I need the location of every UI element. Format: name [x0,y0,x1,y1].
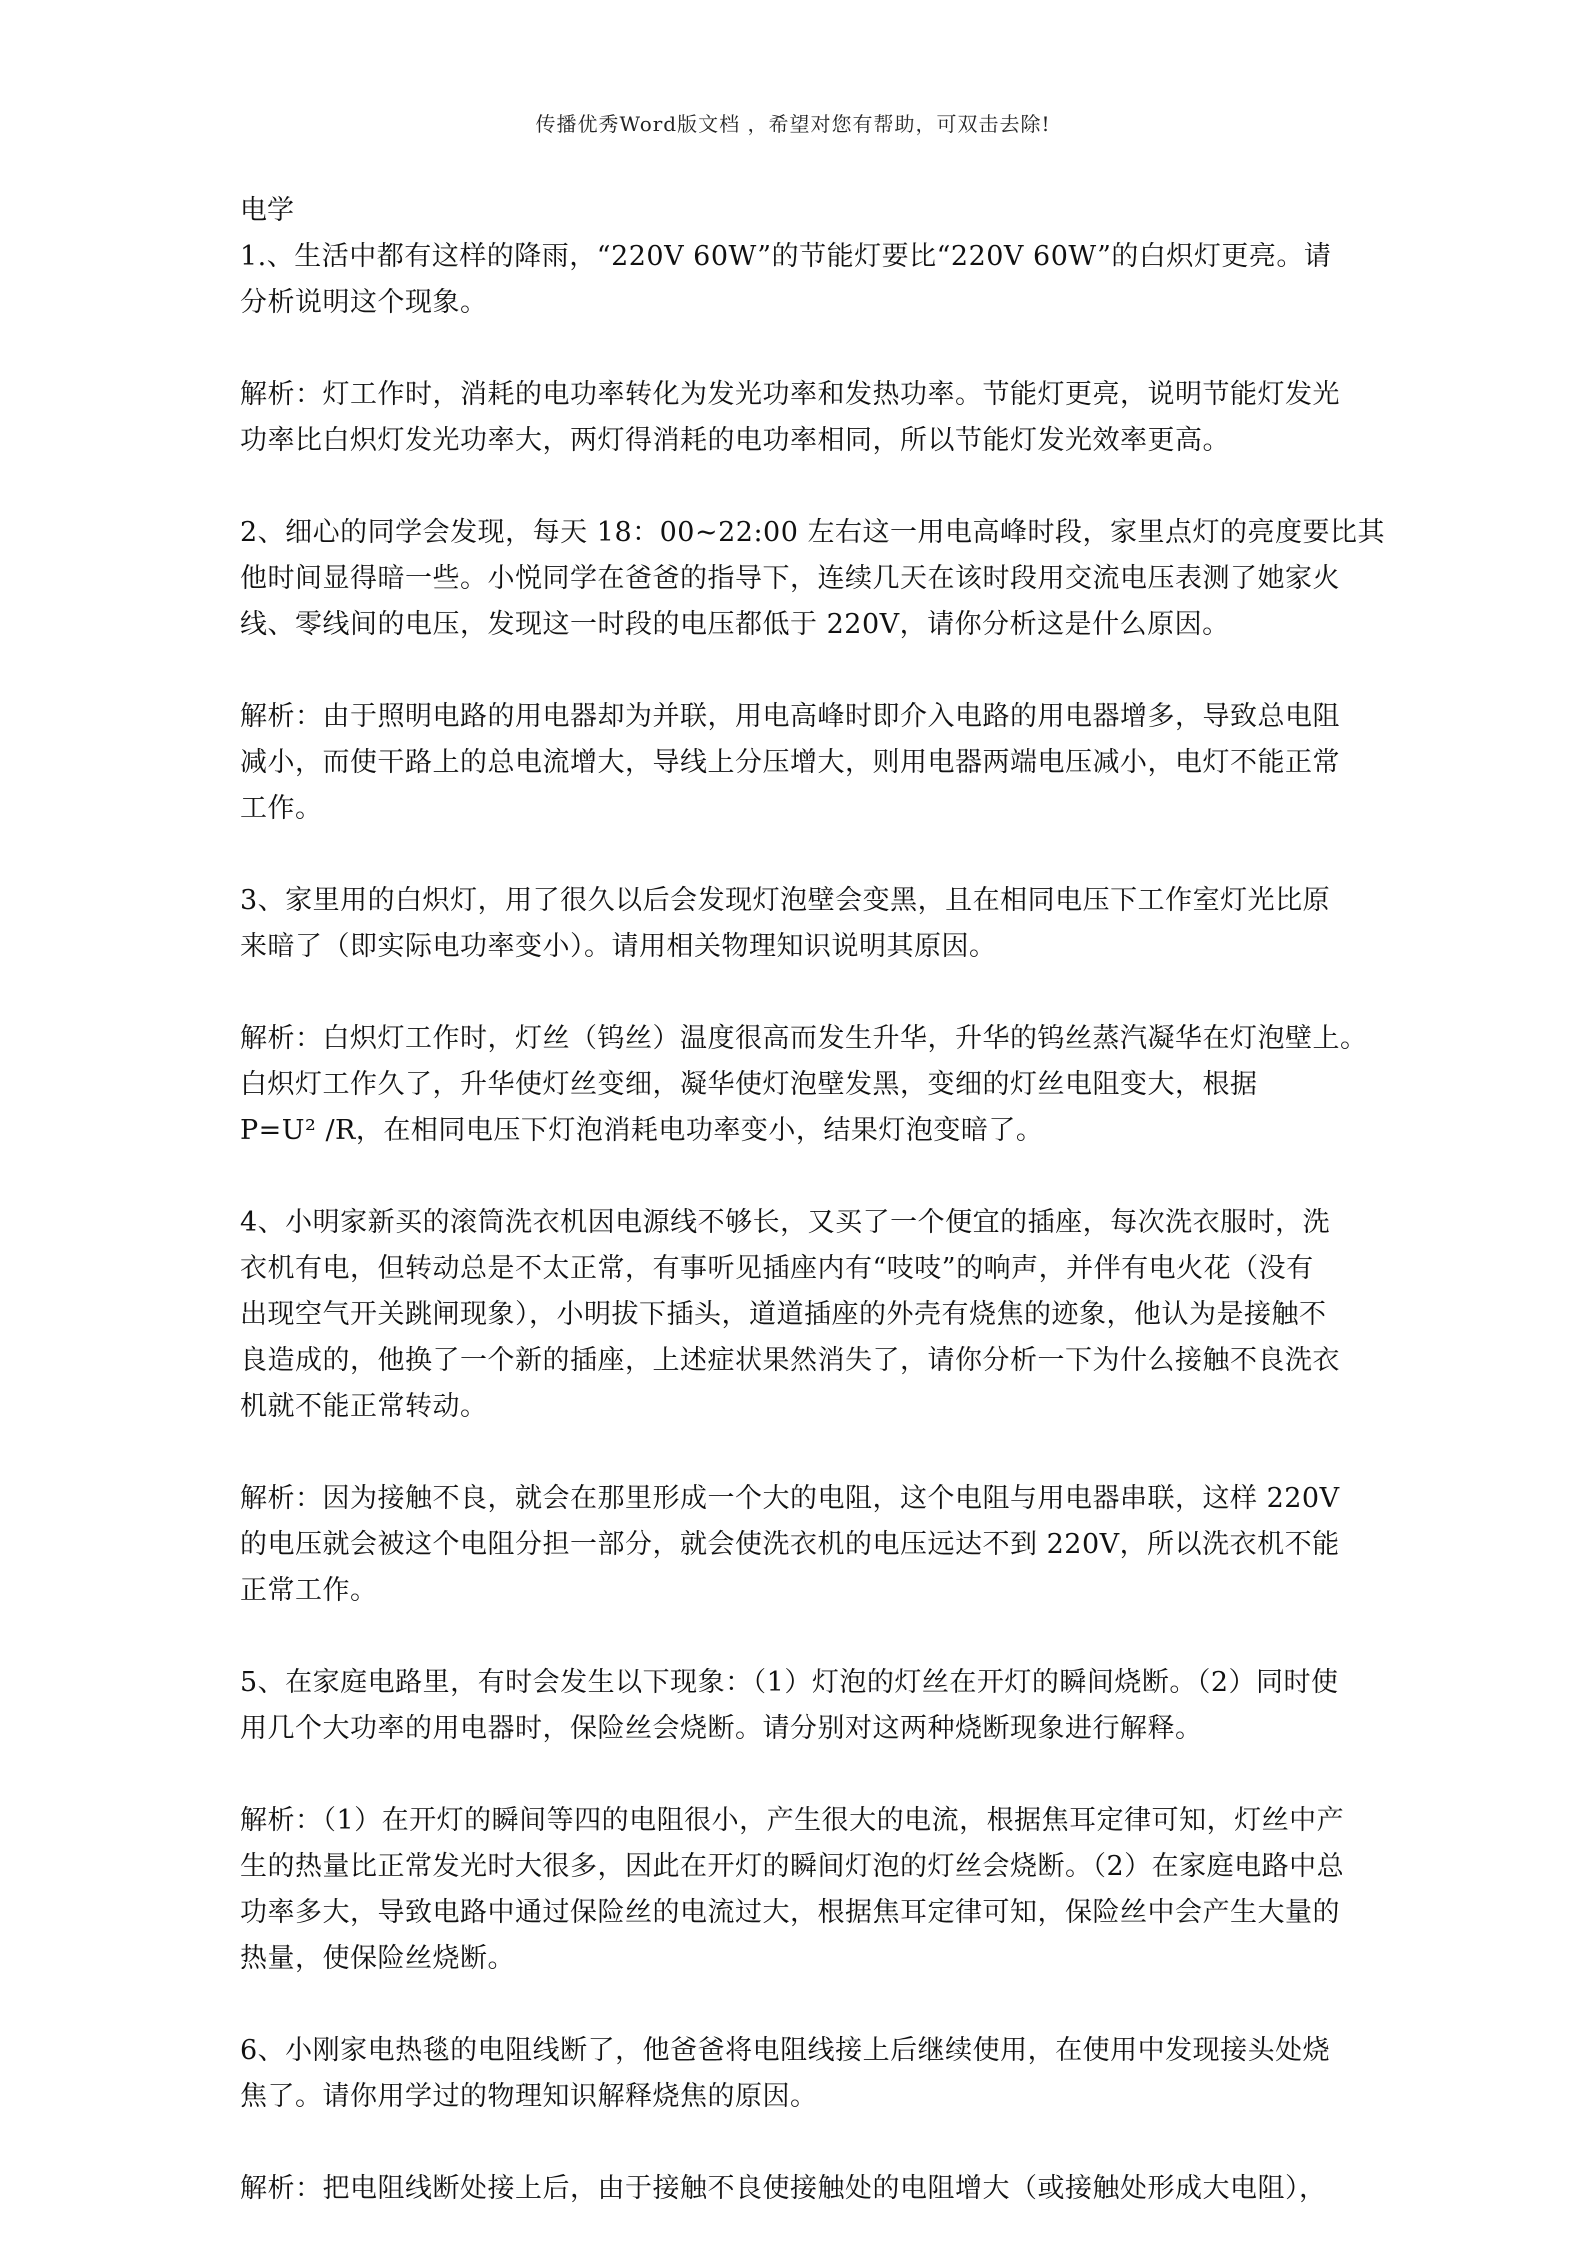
text-line: 用几个大功率的用电器时，保险丝会烧断。请分别对这两种烧断现象进行解释。 [240,1713,1203,1744]
answer-paragraph [240,372,1360,464]
text-line: 2、细心的同学会发现，每天 18：00~22:00 左右这一用电高峰时段，家里点灯的亮度要比其 [240,517,1385,548]
question-paragraph [240,234,1360,326]
text-line: 1.、生活中都有这样的降雨，“220V 60W”的节能灯要比“220V 60W”的白炽灯更亮。请 [240,241,1332,272]
answer-paragraph [240,694,1360,832]
section-title: 电学 [240,195,294,226]
text-line: 他时间显得暗一些。小悦同学在爸爸的指导下，连续几天在该时段用交流电压表测了她家火 [240,563,1340,594]
text-line: 良造成的，他换了一个新的插座，上述症状果然消失了，请你分析一下为什么接触不良洗衣 [240,1345,1340,1376]
text-line: 6、小刚家电热毯的电阻线断了，他爸爸将电阻线接上后继续使用，在使用中发现接头处烧 [240,2035,1331,2066]
text-line: 解析：白炽灯工作时，灯丝（钨丝）温度很高而发生升华，升华的钨丝蒸汽凝华在灯泡壁上。 [240,1023,1368,1054]
text-line: 焦了。请你用学过的物理知识解释烧焦的原因。 [240,2081,818,2112]
text-line: 功率比白炽灯发光功率大，两灯得消耗的电功率相同，所以节能灯发光效率更高。 [240,425,1230,456]
text-line: 的电压就会被这个电阻分担一部分，就会使洗衣机的电压远达不到 220V，所以洗衣机不能 [240,1529,1340,1560]
answer-paragraph [240,1476,1360,1614]
text-line: 线、零线间的电压，发现这一时段的电压都低于 220V，请你分析这是什么原因。 [240,609,1230,640]
text-line: 解析：灯工作时，消耗的电功率转化为发光功率和发热功率。节能灯更亮，说明节能灯发光 [240,379,1340,410]
answer-paragraph [240,2166,1360,2212]
text-line: P=U² /R，在相同电压下灯泡消耗电功率变小，结果灯泡变暗了。 [240,1115,1044,1146]
text-line: 衣机有电，但转动总是不太正常，有事听见插座内有“吱吱”的响声，并伴有电火花（没有 [240,1253,1314,1284]
text-line: 生的热量比正常发光时大很多，因此在开灯的瞬间灯泡的灯丝会烧断。（2）在家庭电路中总 [240,1851,1345,1882]
text-line: 机就不能正常转动。 [240,1391,488,1422]
text-line: 工作。 [240,793,323,824]
text-line: 减小，而使干路上的总电流增大，导线上分压增大，则用电器两端电压减小，电灯不能正常 [240,747,1340,778]
paragraph-list [240,234,1385,2212]
document-body [240,188,1385,2258]
answer-paragraph [240,1016,1368,1154]
text-line: 正常工作。 [240,1575,378,1606]
text-line: 5、在家庭电路里，有时会发生以下现象：（1）灯泡的灯丝在开灯的瞬间烧断。（2）同时使 [240,1667,1339,1698]
text-line: 来暗了（即实际电功率变小）。请用相关物理知识说明其原因。 [240,931,997,962]
text-line: 出现空气开关跳闸现象），小明拔下插头，道道插座的外壳有烧焦的迹象，他认为是接触不 [240,1299,1327,1330]
text-line: 分析说明这个现象。 [240,287,488,318]
question-paragraph [240,1660,1360,1752]
question-paragraph [240,510,1385,648]
page-header: 传播优秀Word版文档 ，希望对您有帮助，可双击去除! [535,112,1051,136]
answer-paragraph [240,1798,1360,1982]
text-line: 3、家里用的白炽灯，用了很久以后会发现灯泡壁会变黑，且在相同电压下工作室灯光比原 [240,885,1331,916]
text-line: 功率多大，导致电路中通过保险丝的电流过大，根据焦耳定律可知，保险丝中会产生大量的 [240,1897,1340,1928]
text-line: 4、小明家新买的滚筒洗衣机因电源线不够长，又买了一个便宜的插座，每次洗衣服时，洗 [240,1207,1331,1238]
text-line: 解析：（1）在开灯的瞬间等四的电阻很小，产生很大的电流，根据焦耳定律可知，灯丝中产 [240,1805,1345,1836]
text-line: 解析：因为接触不良，就会在那里形成一个大的电阻，这个电阻与用电器串联，这样 220V [240,1483,1340,1514]
question-paragraph [240,1200,1360,1430]
text-line: 热量，使保险丝烧断。 [240,1943,515,1974]
text-line: 白炽灯工作久了，升华使灯丝变细，凝华使灯泡壁发黑，变细的灯丝电阻变大，根据 [240,1069,1258,1100]
question-paragraph [240,2028,1360,2120]
text-line: 解析：把电阻线断处接上后，由于接触不良使接触处的电阻增大（或接触处形成大电阻）， [240,2173,1327,2204]
text-line: 解析：由于照明电路的用电器却为并联，用电高峰时即介入电路的用电器增多，导致总电阻 [240,701,1340,732]
question-paragraph [240,878,1360,970]
